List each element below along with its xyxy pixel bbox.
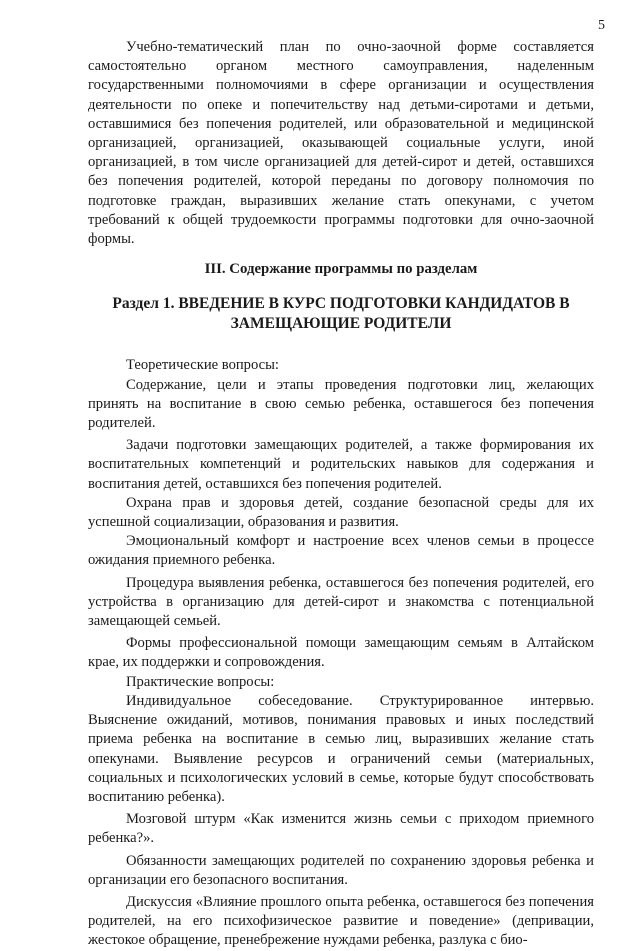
practice-item: Мозговой штурм «Как изменится жизнь семьи с приходом приемного ребенка?». xyxy=(88,811,594,847)
theory-heading: Теоретические вопросы: xyxy=(126,357,279,374)
theory-item: Задачи подготовки замещающих родителей, а также формирования их воспитательных компетенций и родительских навыков для содержания и воспитания детей, оставшихся без попечения родителей. xyxy=(88,437,594,492)
practice-heading: Практические вопросы: xyxy=(126,673,275,690)
page-number: 5 xyxy=(598,18,605,33)
theory-item: Содержание, цели и этапы проведения подготовки лиц, желающих принять на воспитание в свою семью ребенка, оставшегося без попечения родителей. xyxy=(88,376,594,432)
theory-item: Формы профессиональной помощи замещающим семьям в Алтайском крае, их поддержки и сопровождения. xyxy=(88,635,594,671)
practice-item: Обязанности замещающих родителей по сохранению здоровья ребенка и организации его безопасного воспитания. xyxy=(88,852,594,888)
section-title: III. Содержание программы по разделам xyxy=(204,261,478,278)
theory-item: Охрана прав и здоровья детей, создание безопасной среды для их успешной социализации, образования и развития. xyxy=(88,494,594,531)
theory-item: Процедура выявления ребенка, оставшегося без попечения родителей, его устройства в организацию для детей-сирот и знакомства с потенциальной замещающей семьей. xyxy=(88,574,594,630)
part-title xyxy=(88,294,594,334)
practice-item: Индивидуальное собеседование. Структурированное интервью. Выяснение ожиданий, мотивов, понимания правовых и иных последствий приема ребенка на воспитание в семью лиц, выразивших желание стать опекунами. Выявление ресурсов и ограничений семьи (материальных, социальных и психологических условий в семье, которые будут способствовать воспитанию ребенка). xyxy=(88,692,594,805)
intro-paragraph: Учебно-тематический план по очно-заочной форме составляется самостоятельно органом местного самоуправления, наделенным государственными полномочиями в сфере организации и осуществления деятельности по опеке и попечительству над детьми-сиротами и детьми, оставшимися без попечения родителей, или образовательной и медицинской организацией, организацией, оказывающей социальные услуги, иной организацией, в том числе организацией для детей-сирот и детей, оставшихся без попечения родителей, которой переданы по договору полномочия по подготовке граждан, выразивших желание стать опекунами, с учетом требований к общей трудоемкости программы подготовки для очно-заочной формы. xyxy=(88,39,594,248)
part-title-line1: Раздел 1. ВВЕДЕНИЕ В КУРС ПОДГОТОВКИ КАНДИДАТОВ В xyxy=(112,295,570,313)
practice-item: Дискуссия «Влияние прошлого опыта ребенка, оставшегося без попечения родителей, на его психофизическое развитие и поведение» (депривации, жестокое обращение, пренебрежение нуждами ребенка, разлука с био- xyxy=(88,893,594,949)
page-content xyxy=(88,38,594,951)
part-title-line2: ЗАМЕЩАЮЩИЕ РОДИТЕЛИ xyxy=(230,315,452,333)
theory-item: Эмоциональный комфорт и настроение всех членов семьи в процессе ожидания приемного ребенка. xyxy=(88,533,594,569)
